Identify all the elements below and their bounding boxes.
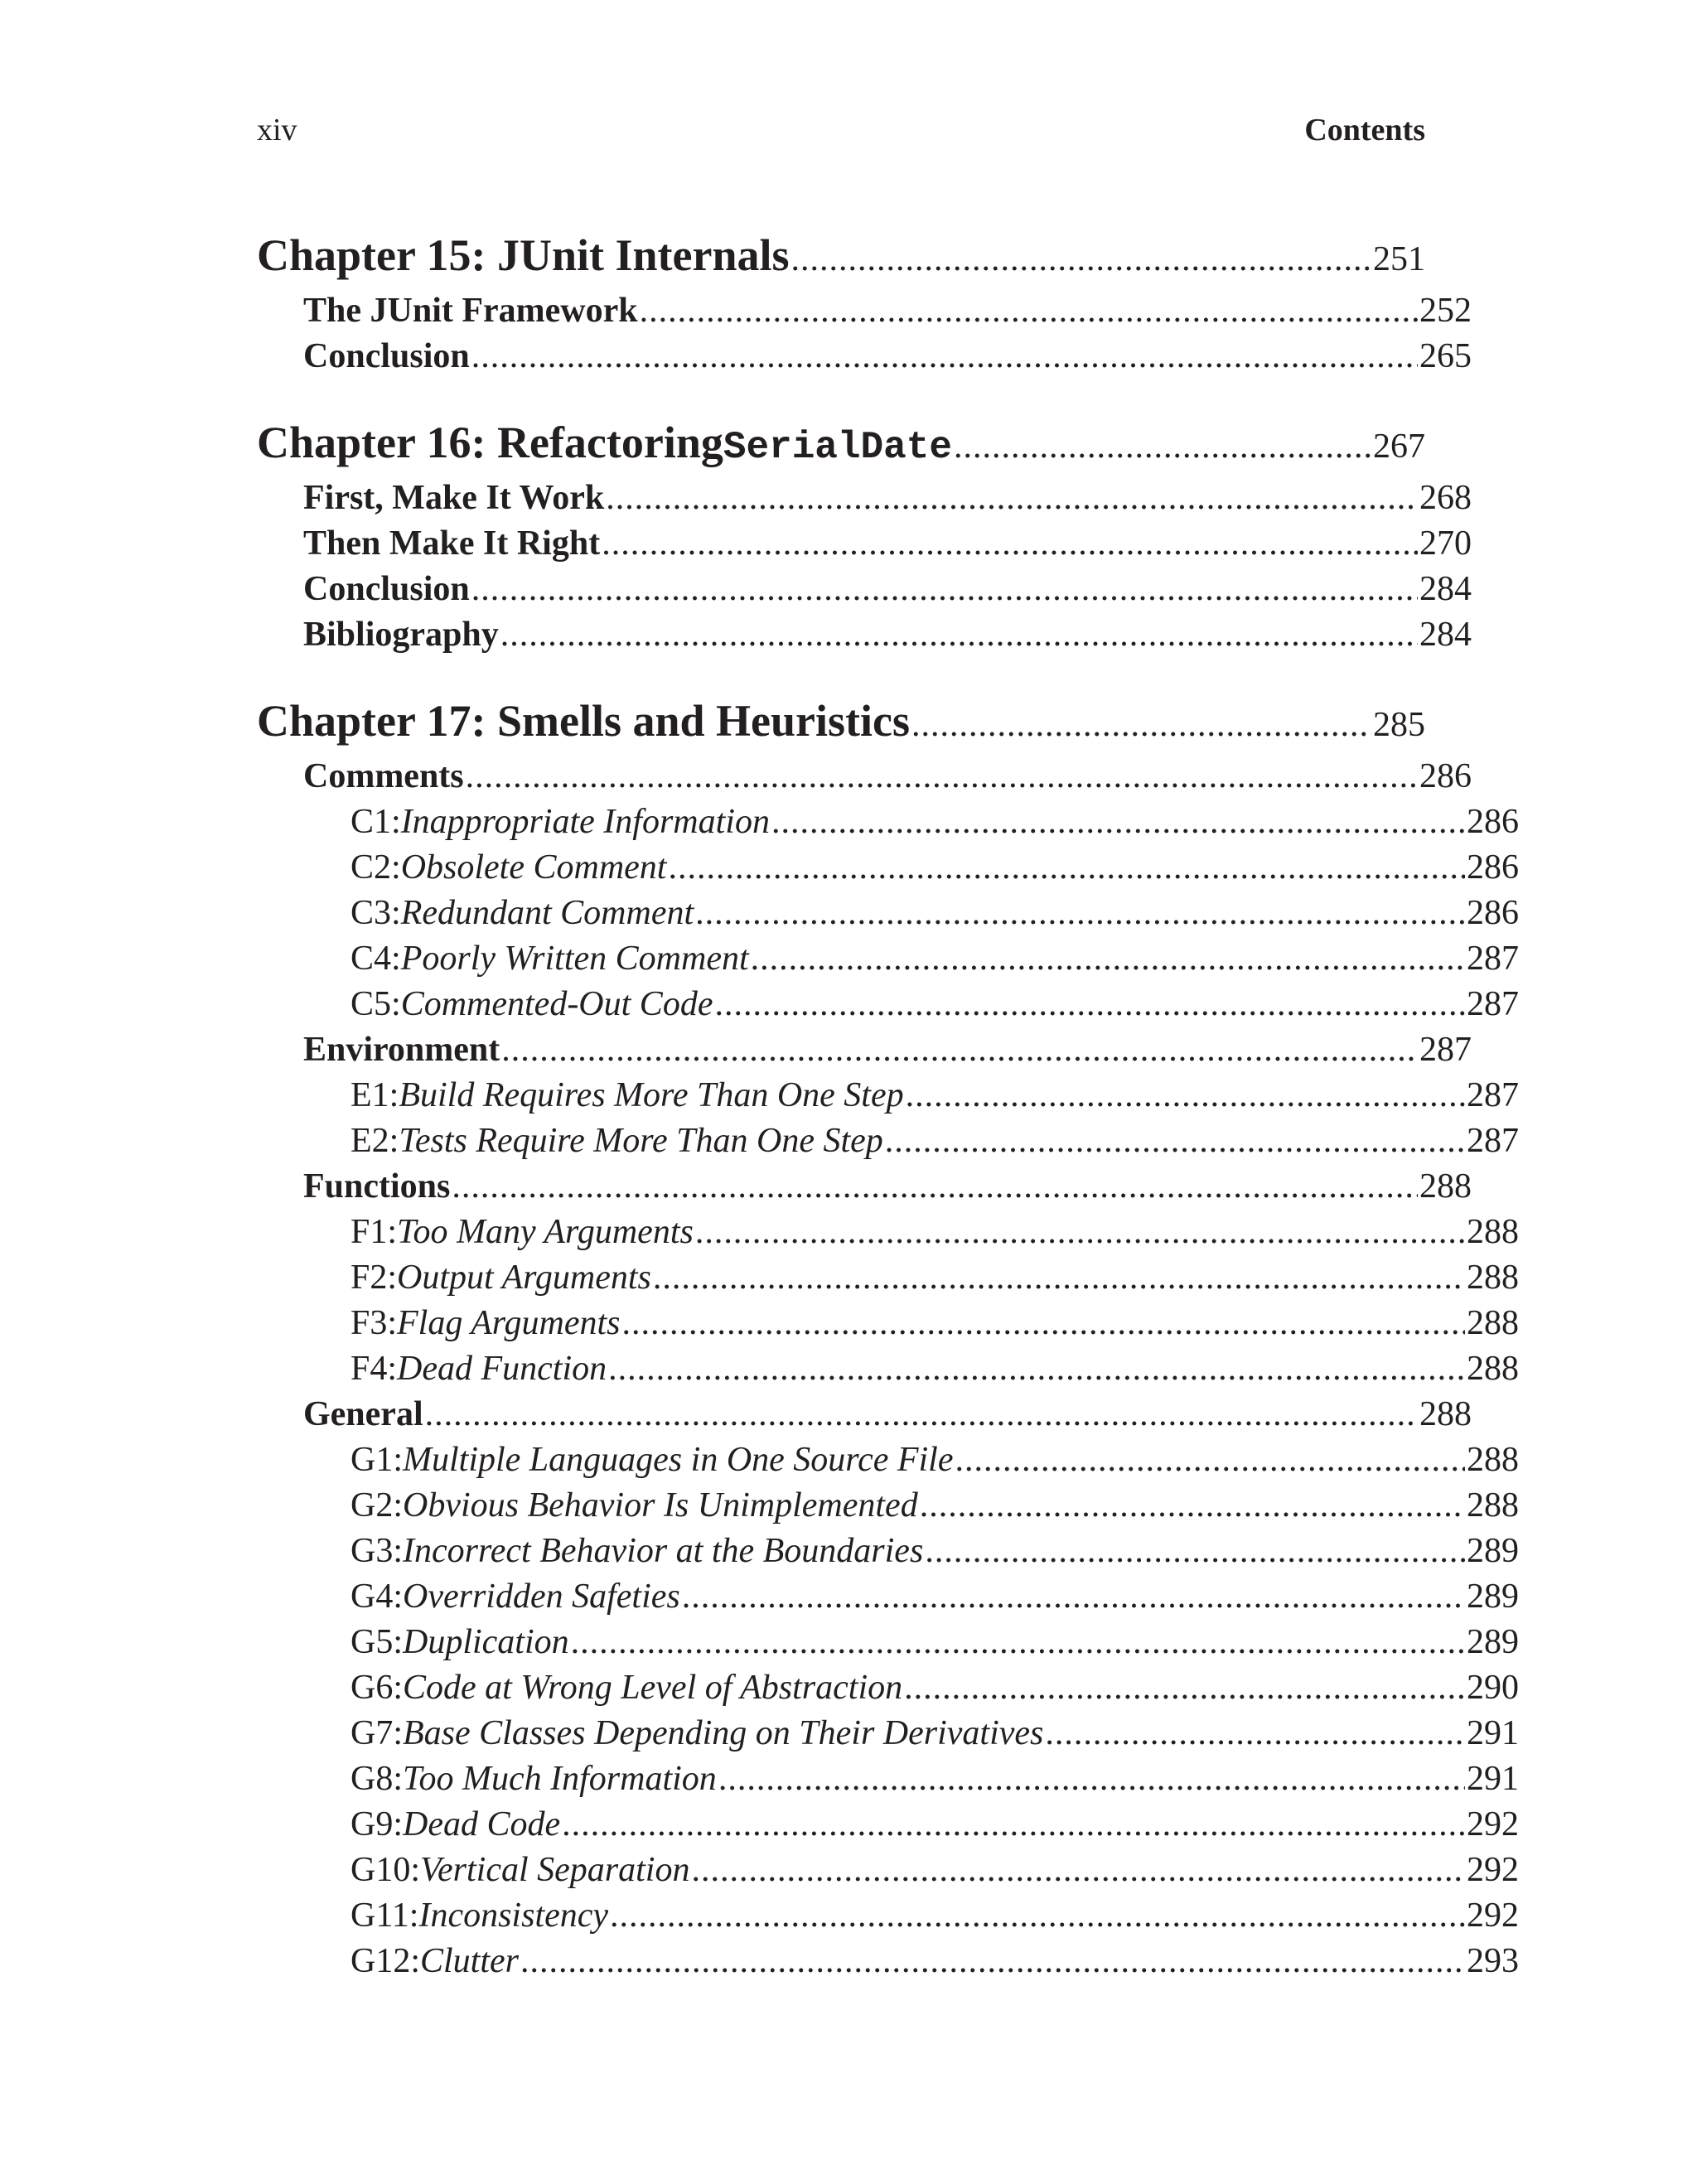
dot-leader — [920, 1483, 1465, 1529]
heuristic-name: Base Classes Depending on Their Derivatives — [403, 1714, 1044, 1752]
table-of-contents — [257, 222, 1519, 2014]
dot-leader — [885, 1119, 1465, 1164]
section-page-number: 284 — [1419, 616, 1472, 654]
heuristic-page-number: 287 — [1467, 940, 1519, 978]
section-title: Functions — [303, 1167, 451, 1206]
heuristic-name: Dead Function — [397, 1350, 607, 1388]
heuristic-code: G8: — [351, 1760, 403, 1798]
heuristic-entry[interactable] — [257, 1802, 1519, 1848]
heuristic-entry[interactable] — [257, 1301, 1519, 1346]
chapter-title-code: SerialDate — [723, 426, 952, 469]
dot-leader — [471, 334, 1418, 379]
section-page-number: 284 — [1419, 570, 1472, 608]
dot-leader — [562, 1802, 1465, 1848]
dot-leader — [602, 521, 1418, 567]
heuristic-entry[interactable] — [257, 1848, 1519, 1893]
heuristic-entry[interactable] — [257, 1255, 1519, 1301]
heuristic-code: C2: — [351, 848, 401, 887]
heuristic-name: Obvious Behavior Is Unimplemented — [403, 1486, 918, 1524]
heuristic-page-number: 292 — [1467, 1897, 1519, 1935]
heuristic-name: Poorly Written Comment — [400, 940, 749, 978]
heuristic-page-number: 290 — [1467, 1669, 1519, 1707]
dot-leader — [520, 1939, 1465, 1984]
heuristic-entry[interactable] — [257, 1711, 1519, 1756]
heuristic-code: G9: — [351, 1805, 403, 1843]
chapter-entry[interactable] — [257, 409, 1425, 476]
dot-leader — [714, 982, 1465, 1027]
section-entry[interactable] — [257, 1164, 1472, 1210]
heuristic-code: G2: — [351, 1486, 403, 1524]
section-page-number: 286 — [1419, 757, 1472, 795]
chapter-title: Chapter 16: Refactoring — [257, 418, 723, 467]
dot-leader — [691, 1848, 1465, 1893]
running-head-title: Contents — [1304, 113, 1425, 147]
dot-leader — [640, 288, 1418, 334]
heuristic-entry[interactable] — [257, 891, 1519, 936]
heuristic-code: G6: — [351, 1669, 403, 1707]
dot-leader — [606, 476, 1418, 521]
dot-leader — [608, 1346, 1465, 1392]
chapter-entry[interactable] — [257, 222, 1425, 288]
heuristic-name: Dead Code — [403, 1805, 561, 1843]
dot-leader — [466, 754, 1418, 800]
heuristic-code: G4: — [351, 1578, 403, 1616]
heuristic-name: Too Many Arguments — [397, 1213, 694, 1251]
heuristic-code: G1: — [351, 1441, 403, 1479]
dot-leader — [904, 1665, 1465, 1711]
heuristic-code: F3: — [351, 1304, 398, 1342]
heuristic-page-number: 291 — [1467, 1714, 1519, 1752]
heuristic-page-number: 293 — [1467, 1942, 1519, 1980]
heuristic-page-number: 289 — [1467, 1532, 1519, 1570]
heuristic-code: G7: — [351, 1714, 403, 1752]
heuristic-code: G11: — [351, 1897, 419, 1935]
heuristic-entry[interactable] — [257, 1119, 1519, 1164]
section-title: The JUnit Framework — [303, 292, 638, 330]
heuristic-entry[interactable] — [257, 800, 1519, 845]
section-title: First, Make It Work — [303, 479, 605, 517]
dot-leader — [571, 1620, 1465, 1665]
heuristic-entry[interactable] — [257, 1073, 1519, 1119]
dot-leader — [695, 1210, 1465, 1255]
heuristic-name: Flag Arguments — [397, 1304, 621, 1342]
section-entry[interactable] — [257, 1392, 1472, 1437]
dot-leader — [955, 1437, 1466, 1483]
heuristic-name: Redundant Comment — [400, 894, 694, 932]
heuristic-name: Output Arguments — [397, 1259, 651, 1297]
heuristic-name: Obsolete Comment — [400, 848, 667, 887]
heuristic-page-number: 291 — [1467, 1760, 1519, 1798]
dot-leader — [1045, 1711, 1465, 1756]
heuristic-name: Commented-Out Code — [400, 985, 713, 1023]
section-entry[interactable] — [257, 334, 1472, 379]
section-entry[interactable] — [257, 521, 1472, 567]
heuristic-page-number: 287 — [1467, 985, 1519, 1023]
section-title: Conclusion — [303, 570, 470, 608]
dot-leader — [718, 1756, 1465, 1802]
heuristic-page-number: 292 — [1467, 1805, 1519, 1843]
heuristic-page-number: 286 — [1467, 894, 1519, 932]
heuristic-entry[interactable] — [257, 1893, 1519, 1939]
chapter-block — [257, 222, 1472, 379]
chapter-page-number: 267 — [1373, 428, 1425, 466]
dot-leader — [954, 413, 1371, 480]
section-entry[interactable] — [257, 1027, 1472, 1073]
heuristic-entry[interactable] — [257, 1437, 1519, 1483]
page-folio: xiv — [257, 113, 297, 147]
chapter-title: Chapter 17: Smells and Heuristics — [257, 696, 911, 746]
dot-leader — [906, 1073, 1465, 1119]
heuristic-page-number: 286 — [1467, 848, 1519, 887]
section-entry[interactable] — [257, 612, 1472, 658]
heuristic-entry[interactable] — [257, 982, 1519, 1027]
heuristic-name: Duplication — [403, 1623, 569, 1661]
dot-leader — [771, 800, 1465, 845]
heuristic-page-number: 287 — [1467, 1122, 1519, 1160]
heuristic-page-number: 288 — [1467, 1441, 1519, 1479]
heuristic-entry[interactable] — [257, 1346, 1519, 1392]
section-title: Environment — [303, 1031, 500, 1069]
heuristic-code: F4: — [351, 1350, 398, 1388]
section-title: Then Make It Right — [303, 524, 601, 563]
chapter-entry[interactable] — [257, 688, 1425, 754]
heuristic-name: Too Much Information — [403, 1760, 717, 1798]
section-title: Bibliography — [303, 616, 499, 654]
heuristic-name: Tests Require More Than One Step — [399, 1122, 883, 1160]
dot-leader — [500, 612, 1418, 658]
section-entry[interactable] — [257, 567, 1472, 612]
dot-leader — [622, 1301, 1465, 1346]
section-entry[interactable] — [257, 288, 1472, 334]
heuristic-code: E1: — [351, 1076, 399, 1114]
heuristic-page-number: 288 — [1467, 1350, 1519, 1388]
dot-leader — [751, 936, 1465, 982]
heuristic-code: C3: — [351, 894, 401, 932]
heuristic-entry[interactable] — [257, 1529, 1519, 1574]
section-page-number: 268 — [1419, 479, 1472, 517]
heuristic-entry[interactable] — [257, 1483, 1519, 1529]
heuristic-page-number: 288 — [1467, 1259, 1519, 1297]
section-entry[interactable] — [257, 754, 1472, 800]
chapter-page-number: 251 — [1373, 240, 1425, 278]
section-title: Conclusion — [303, 337, 470, 375]
chapter-page-number: 285 — [1373, 706, 1425, 744]
dot-leader — [668, 845, 1465, 891]
heuristic-entry[interactable] — [257, 1210, 1519, 1255]
heuristic-name: Code at Wrong Level of Abstraction — [403, 1669, 903, 1707]
heuristic-name: Clutter — [420, 1942, 520, 1980]
chapter-block — [257, 409, 1472, 658]
heuristic-code: C5: — [351, 985, 401, 1023]
heuristic-entry[interactable] — [257, 1574, 1519, 1620]
heuristic-code: F2: — [351, 1259, 398, 1297]
dot-leader — [653, 1255, 1465, 1301]
chapter-title: Chapter 15: JUnit Internals — [257, 230, 790, 280]
heuristic-entry[interactable] — [257, 1939, 1519, 1984]
section-title: General — [303, 1395, 423, 1433]
heuristic-entry[interactable] — [257, 1665, 1519, 1711]
dot-leader — [695, 891, 1465, 936]
heuristic-code: G3: — [351, 1532, 403, 1570]
section-page-number: 265 — [1419, 337, 1472, 375]
dot-leader — [925, 1529, 1465, 1574]
dot-leader — [610, 1893, 1465, 1939]
dot-leader — [911, 692, 1371, 758]
heuristic-page-number: 289 — [1467, 1623, 1519, 1661]
heuristic-entry[interactable] — [257, 845, 1519, 891]
heuristic-code: F1: — [351, 1213, 398, 1251]
heuristic-code: G12: — [351, 1942, 420, 1980]
heuristic-page-number: 292 — [1467, 1851, 1519, 1889]
chapter-block — [257, 688, 1519, 1984]
heuristic-name: Inappropriate Information — [400, 803, 770, 841]
heuristic-entry[interactable] — [257, 936, 1519, 982]
dot-leader — [501, 1027, 1418, 1073]
section-entry[interactable] — [257, 476, 1472, 521]
heuristic-code: C4: — [351, 940, 401, 978]
dot-leader — [791, 226, 1371, 292]
dot-leader — [682, 1574, 1465, 1620]
heuristic-name: Inconsistency — [418, 1897, 609, 1935]
heuristic-page-number: 287 — [1467, 1076, 1519, 1114]
heuristic-name: Build Requires More Than One Step — [399, 1076, 904, 1114]
heuristic-code: G5: — [351, 1623, 403, 1661]
heuristic-name: Overridden Safeties — [403, 1578, 680, 1616]
dot-leader — [425, 1392, 1418, 1437]
heuristic-page-number: 288 — [1467, 1304, 1519, 1342]
section-page-number: 252 — [1419, 292, 1472, 330]
section-page-number: 288 — [1419, 1395, 1472, 1433]
heuristic-page-number: 288 — [1467, 1213, 1519, 1251]
heuristic-name: Vertical Separation — [420, 1851, 690, 1889]
running-head — [257, 112, 1425, 153]
dot-leader — [471, 567, 1418, 612]
heuristic-name: Incorrect Behavior at the Boundaries — [403, 1532, 924, 1570]
section-page-number: 287 — [1419, 1031, 1472, 1069]
section-title: Comments — [303, 757, 464, 795]
section-page-number: 270 — [1419, 524, 1472, 563]
heuristic-page-number: 286 — [1467, 803, 1519, 841]
heuristic-name: Multiple Languages in One Source File — [403, 1441, 954, 1479]
heuristic-code: E2: — [351, 1122, 399, 1160]
section-page-number: 288 — [1419, 1167, 1472, 1206]
heuristic-page-number: 288 — [1467, 1486, 1519, 1524]
heuristic-page-number: 289 — [1467, 1578, 1519, 1616]
heuristic-code: C1: — [351, 803, 401, 841]
heuristic-code: G10: — [351, 1851, 420, 1889]
dot-leader — [452, 1164, 1418, 1210]
heuristic-entry[interactable] — [257, 1756, 1519, 1802]
heuristic-entry[interactable] — [257, 1620, 1519, 1665]
